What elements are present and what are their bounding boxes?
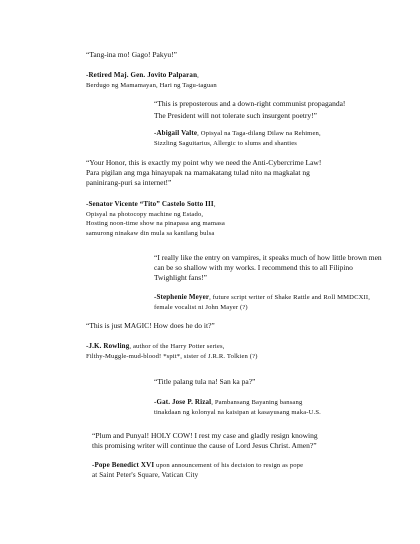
blurb-quote	[154, 99, 345, 121]
author-description: , Pambansang Bayaning bansang	[211, 399, 303, 406]
author-description: samurong ninakaw din mula sa kanilang bulsa	[86, 229, 215, 237]
quote-line: “I really like the entry on vampires, it speaks much of how little brown men	[154, 253, 382, 262]
author-description: upon announcement of his decision to resign as pope	[154, 462, 304, 469]
quote-line: The President will not tolerate such insurgent poetry!”	[154, 111, 317, 120]
quote-line: “Plum and Punyal! HOLY COW! I rest my case and gladly resign knowing	[92, 431, 318, 440]
blurb-quote	[86, 321, 215, 331]
quote-line: can be so shallow with my works. I recommend this to all Filipino	[154, 263, 353, 272]
author-description: ,	[197, 72, 199, 79]
attribution-line	[154, 293, 370, 303]
blurb-attribution	[86, 342, 258, 361]
author-description: Opisyal na photocopy machine ng Estado,	[86, 210, 204, 218]
author-description: , author of the Harry Potter series,	[129, 343, 225, 350]
quote-line: Twighlight fans!”	[154, 273, 208, 282]
attribution-line	[92, 461, 303, 471]
author-description: ,	[213, 201, 216, 208]
author-description: Sizzling Saguitarius, Allergic to slums and shanties	[154, 139, 298, 147]
blurb-quote	[86, 50, 177, 60]
blurb-attribution	[154, 293, 370, 312]
quote-line: “Your Honor, this is exactly my point why we need the Anti-Cybercrime Law!	[86, 158, 322, 167]
author-description: female vocalist ni John Mayer (?)	[154, 303, 248, 311]
quote-line: “Title palang tula na! San ka pa?”	[154, 377, 256, 386]
author-description: tinakdaan ng kolonyal na kaisipan at kasayusang maka-U.S.	[154, 408, 321, 416]
author-description: at Saint Peter's Square, Vatican City	[92, 470, 199, 479]
author-description: Hosting noon-time show na pinapasa ang mamasa	[86, 220, 225, 227]
quote-line: “Tang-ina mo! Gago! Pakyu!”	[86, 50, 177, 59]
attribution-line	[86, 200, 225, 210]
quote-line: paninirang-puri sa internet!”	[86, 178, 172, 187]
blurb-quote	[154, 377, 255, 387]
quote-line: “This is just MAGIC! How does he do it?”	[86, 321, 215, 330]
blurb-attribution	[154, 129, 321, 148]
author-description: Filthy-Muggle-mud-blood! *spit*, sister of J.R.R. Tolkien (?)	[86, 352, 258, 360]
attribution-line	[154, 398, 321, 408]
quote-line: Para pigilan ang mga hinayupak na mamakatang tulad nito na magkalat ng	[86, 168, 310, 177]
author-name: -Pope Benedict XVI	[92, 461, 155, 469]
quote-line: this promising writer will continue the cause of Lord Jesus Christ. Amen?”	[92, 441, 317, 450]
author-description: , future script writer of Shake Rattle and Roll MMDCXII,	[209, 294, 371, 301]
author-name: -Retired Maj. Gen. Jovito Palparan	[86, 71, 198, 79]
author-description: Berdugo ng Mamamayan, Hari ng Tagu-taguan	[86, 81, 217, 89]
author-name: -Gat. Jose P. Rizal	[154, 398, 212, 406]
blurb-attribution	[92, 461, 303, 480]
author-name: -Stephenie Meyer	[154, 293, 210, 301]
blurb-attribution	[154, 398, 321, 417]
quote-line: “This is preposterous and a down-right communist propaganda!	[154, 99, 346, 108]
blurb-attribution	[86, 71, 217, 90]
attribution-line	[86, 71, 217, 81]
author-name: -Senator Vicente “Tito” Castelo Sotto III	[86, 200, 214, 208]
blurb-quote	[154, 253, 382, 283]
blurb-quote	[92, 431, 318, 451]
author-name: -J.K. Rowling	[86, 342, 130, 350]
author-name: -Abigail Valte	[154, 129, 198, 137]
blurb-attribution	[86, 200, 225, 238]
author-description: , Opisyal na Taga-dilang Dilaw na Rehimen,	[197, 130, 321, 137]
attribution-line	[154, 129, 321, 139]
attribution-line	[86, 342, 258, 352]
blurb-quote	[86, 158, 321, 188]
